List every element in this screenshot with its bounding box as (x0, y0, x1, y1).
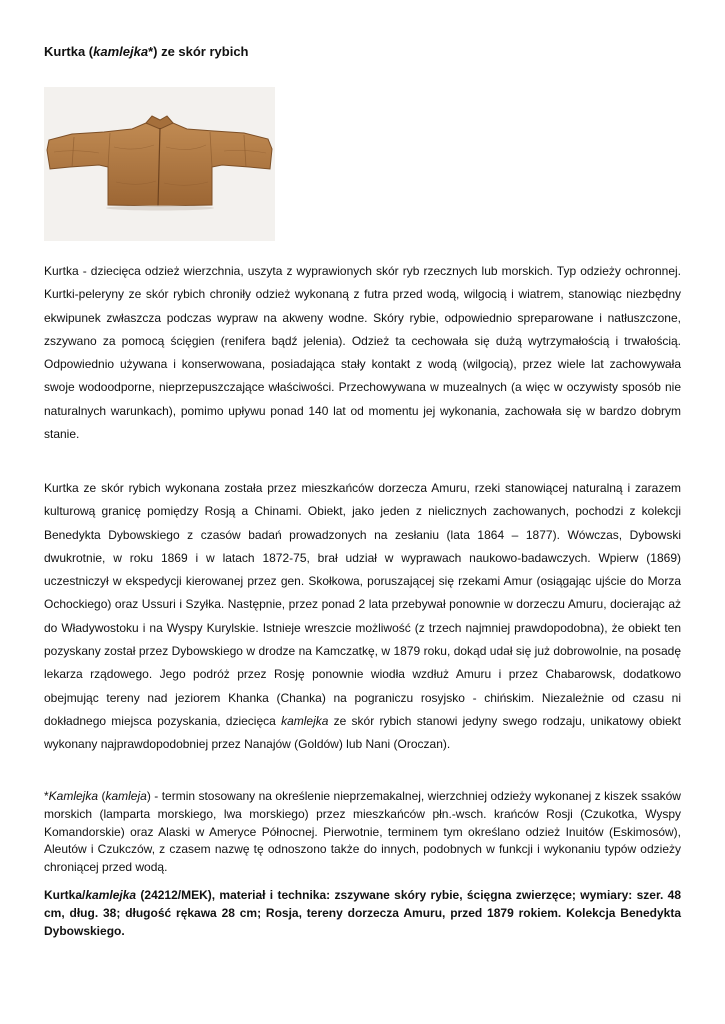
caption-italic: kamlejka (85, 888, 137, 902)
footnote (44, 788, 681, 877)
paragraph-description: Kurtka - dziecięca odzież wierzchnia, uszyta z wyprawionych skór ryb rzecznych lub morskich. Typ odzieży ochronnej. Kurtki-peleryny ze skór rybich chroniły odzież wykonaną z futra przed wodą, wilgocią i wiatrem, stanowiąc niezbędny ekwipunek zwłaszcza podczas wypraw na akweny wodne. Skóry rybie, odpowiednio spreparowane i natłuszczone, zszywano za pomocą ścięgien (renifera bądź jelenia). Odzież ta cechowała się dużą wytrzymałością i trwałością. Odpowiednio używana i konserwowana, posiadająca stały kontakt z wodą (wilgocią), przez wiele lat zachowywała swoje wodoodporne, nieprzepuszczające właściwości. Przechowywana w muzealnych (a więc w oczywisty sposób nie naturalnych warunkach), pomimo upływu ponad 140 lat od momentu jej wykonania, zachowała się w bardzo dobrym stanie. (44, 264, 681, 442)
title-suffix: *) ze skór rybich (148, 44, 249, 59)
footnote-variant: kamleja (105, 789, 147, 803)
object-caption (44, 887, 681, 940)
caption-prefix: Kurtka/ (44, 888, 86, 902)
paragraph2-before: Kurtka ze skór rybich wykonana została przez mieszkańców dorzecza Amuru, rzeki stanowiącej naturalną i zarazem kulturową granicę pomiędzy Rosją a Chinami. Obiekt, jako jeden z nielicznych zachowanych, pochodzi z kolekcji Benedykta Dybowskiego z czasów badań prowadzonych na zesłaniu (lata 1864 – 1877). Wówczas, Dybowski dwukrotnie, w roku 1869 i w latach 1872-75, brał udział w wyprawach naukowo-badawczych. Wpierw (1869) uczestniczył w ekspedycji kierowanej przez gen. Skołkowa, poruszającej się rzekami Amur (osiągając ujście do Morza Ochockiego) oraz Ussuri i Szyłka. Następnie, przez ponad 2 lata przebywał ponownie w dorzeczu Amuru, docierając aż do Władywostoku i na Wyspy Kurylskie. Istnieje wreszcie możliwość (z trzech najmniej prawdopodobna), że obiekt ten pozyskany został przez Dybowskiego w drodze na Kamczatkę, w 1879 roku, dokąd udał się już dobrowolnie, na posadę lekarza rządowego. Jego podróż przez Rosję ponownie wiodła wzdłuż Amuru i przez Chabarowsk, dodatkowo obejmując tereny nad jeziorem Khanka (Chanka) na pograniczu rosyjsko - chińskim. Niezależnie od czasu ni dokładnego miejsca pozyskania, dziecięca (44, 481, 681, 728)
paragraph-provenance (44, 477, 681, 757)
footnote-term: Kamlejka (48, 789, 99, 803)
title-italic: kamlejka (93, 44, 149, 59)
jacket-photo (44, 87, 275, 241)
caption-text: (24212/MEK), materiał i technika: zszywane skóry rybie, ścięgna zwierzęce; wymiary: szer. 48 cm, dług. 38; długość rękawa 28 cm; Rosja, tereny dorzecza Amuru, przed 1879 rokiem. Kolekcja Benedykta Dybowskiego. (44, 888, 681, 938)
footnote-open: ( (98, 789, 106, 803)
paragraph2-italic: kamlejka (281, 713, 329, 728)
title-prefix: Kurtka ( (44, 44, 94, 59)
page-title (44, 44, 249, 60)
footnote-mark: * (44, 789, 49, 803)
paragraph2-after: ze skór rybich stanowi jedyny swego rodzaju, unikatowy obiekt wykonany najprawdopodobniej przez Nanajów (Goldów) lub Nani (Oroczan). (44, 713, 681, 752)
footnote-text: ) - termin stosowany na określenie nieprzemakalnej, wierzchniej odzieży wykonanej z kiszek ssaków morskich (lamparta morskiego, lwa morskiego) przez mieszkańców płn.-wsch. krańców Rosji (Czukotka, Wyspy Komandorskie) oraz Alaski w Ameryce Północnej. Pierwotnie, terminem tym określano odzież Inuitów (Eskimosów), Aleutów i Czukczów, z czasem nazwę tę odnoszono także do innych, podobnych w funkcji i wykonaniu typów odzieży chroniącej przed wodą. (44, 789, 681, 875)
fish-skin-jacket-icon (44, 87, 275, 241)
